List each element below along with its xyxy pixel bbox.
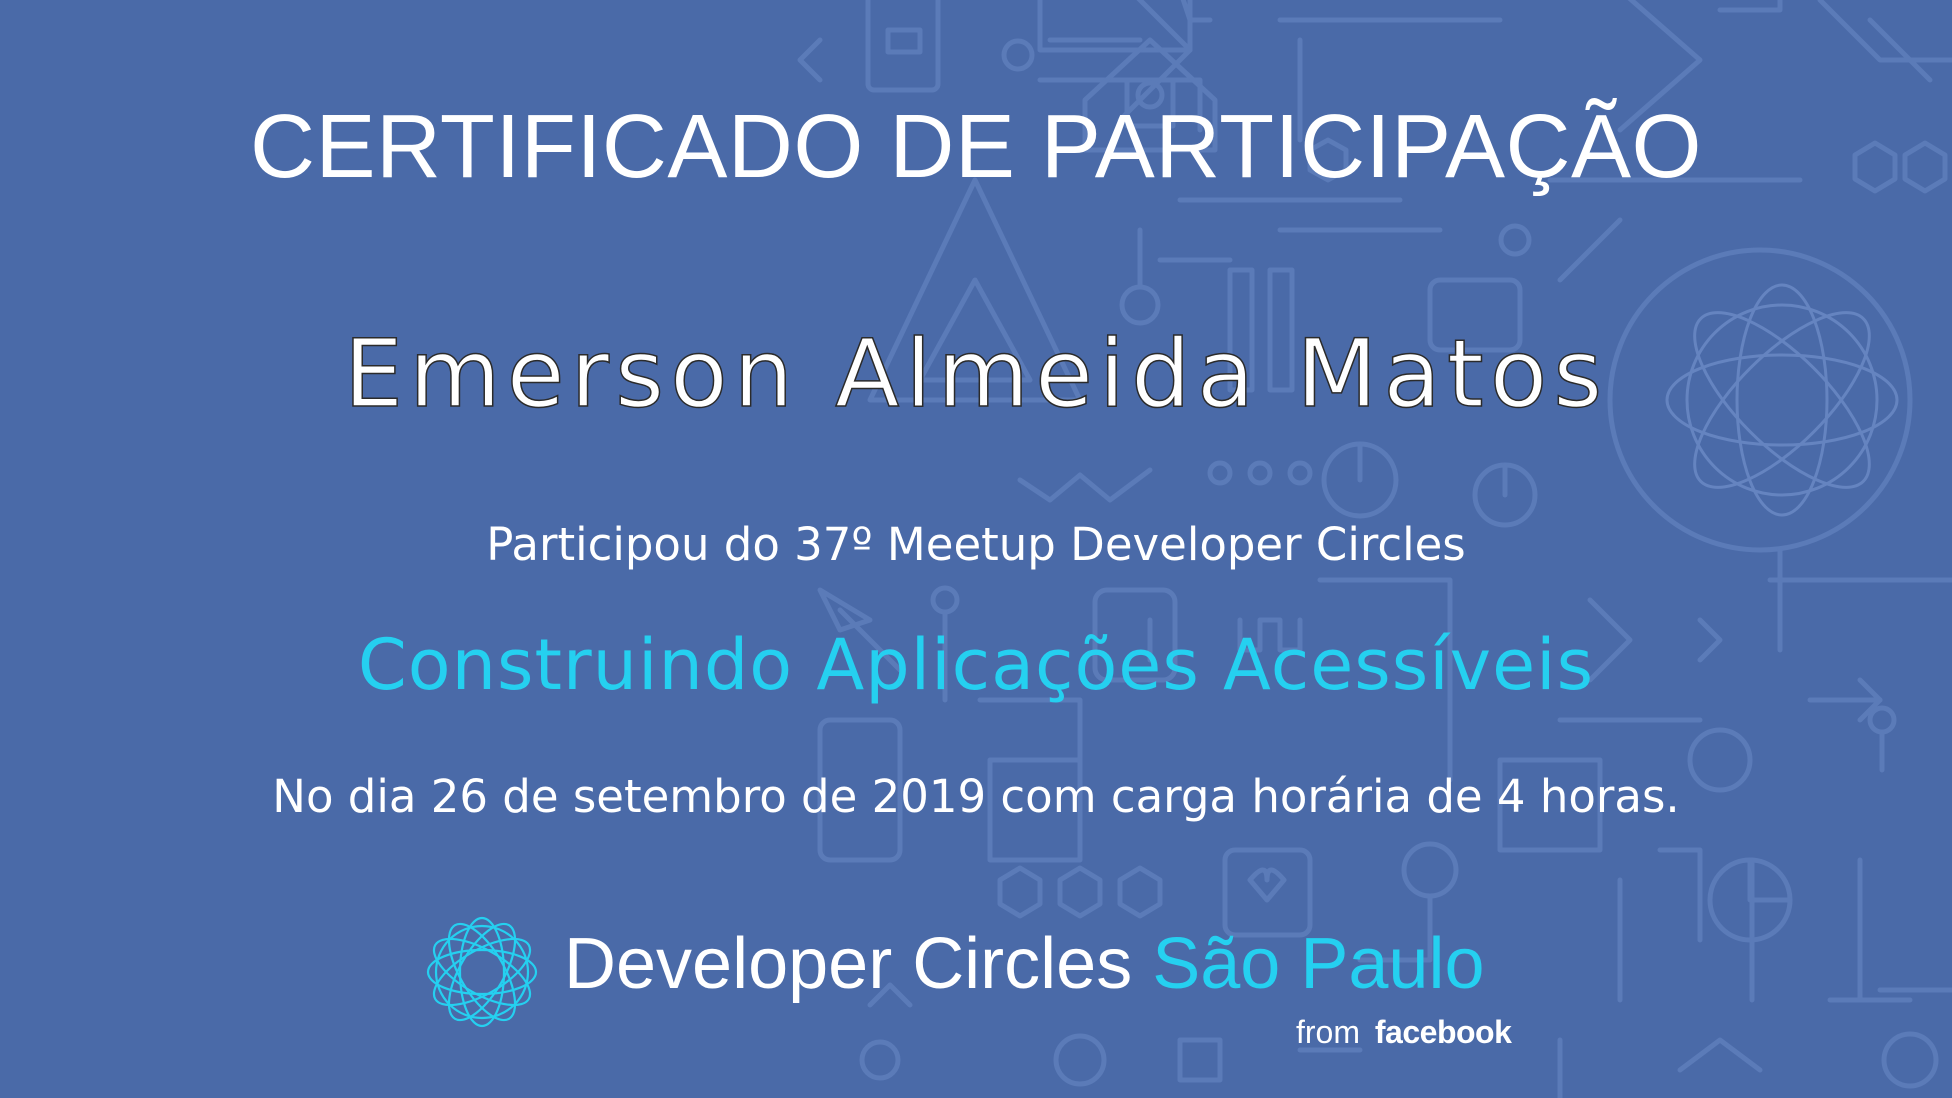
brand-name <box>564 924 1485 1004</box>
date-text: No dia 26 de setembro de 2019 com carga horária de 4 horas. <box>272 770 1680 823</box>
certificate-title: CERTIFICADO DE PARTICIPAÇÃO <box>249 97 1703 197</box>
brand-name-part1: Developer Circles <box>564 924 1133 1004</box>
event-title: Construindo Aplicações Acessíveis <box>357 624 1595 706</box>
facebook-wordmark: facebook <box>1374 1014 1512 1050</box>
from-label: from <box>1296 1014 1360 1050</box>
from-facebook <box>1296 1016 1511 1048</box>
recipient-name: Emerson Almeida Matos <box>343 320 1609 429</box>
brand-name-part2: São Paulo <box>1152 924 1485 1004</box>
participation-text: Participou do 37º Meetup Developer Circles <box>486 518 1466 571</box>
developer-circles-logo-icon <box>424 916 540 1028</box>
